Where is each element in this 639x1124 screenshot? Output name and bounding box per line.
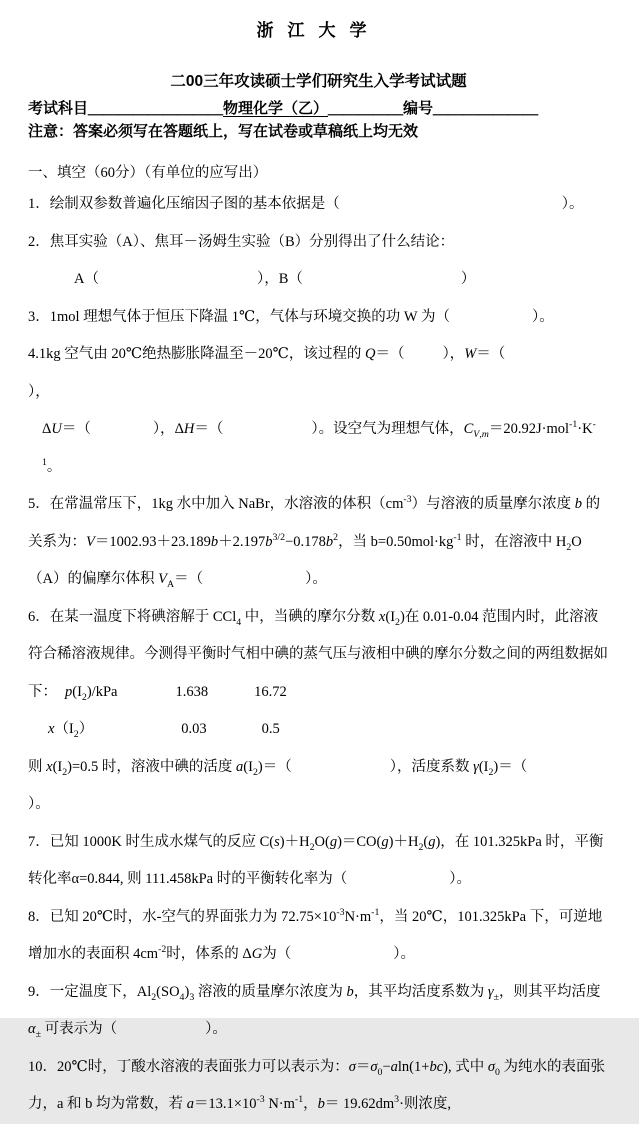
question-10: 10．20℃时，丁酸水溶液的表面张力可以表示为：$\sigma=\sigma_0-aln(1+bc)$, 式中 $\sigma_0$ 为纯水的表面张力，a 和 b 均为常数，若 $a=13.1\times 10^{-3}$ $N\cdot m^{-1}$，$b= 19.62dm^3\cdot$则浓度,: [28, 1058, 606, 1112]
question-1: 1．绘制双参数普遍化压缩因子图的基本依据是（ ）。: [28, 196, 584, 212]
question-4-line-2: ΔU＝（ ），ΔH＝（ ）。设空气为理想气体，$C_{V,m}=20.92J\cdot mol^{-1}\cdot K^{-1}$。: [42, 419, 596, 475]
course-subject-line: 考试科目＿＿＿＿＿＿＿＿＿物理化学（乙）＿＿＿＿＿编号＿＿＿＿＿＿＿: [28, 100, 539, 117]
question-6: 6．在某一温度下将碘溶解于 CCl$_4$ 中，当碘的摩尔分数 $x(I_2)$在 0.01-0.04 范围内时，此溶液符合稀溶液规律。今测得平衡时气相中碘的蒸气压与液相中碘的摩尔分数之间的两组数据如下： $p(I_2)$/kPa 1.638 16.72 $x(I_2)$ 0.03 0.5 则 $x(I_2)=0.5$ 时，溶液中碘的活度 $a(I_2)=$（ ），活度系数 $\gamma(I_2)=()$。: [28, 608, 608, 812]
exam-subtitle: 二00三年攻读硕士学们研究生入学考试试题: [170, 73, 467, 90]
university-title: 浙江大学: [256, 21, 381, 40]
notice-line: 注意：答案必须写在答题纸上，写在试卷或草稿纸上均无效: [28, 123, 419, 140]
question-2-line-2: A（ ），B（ ）: [74, 271, 476, 287]
question-3: 3．1mol 理想气体于恒压下降温 1℃，气体与环境交换的功 W 为（ ）。: [28, 308, 554, 325]
question-9: 9．一定温度下，$Al_2(SO_4)_3$ 溶液的质量摩尔浓度为 b，其平均活度系数为 $\gamma_\pm$，则其平均活度 $\alpha_\pm$ 可表示为（ ）。: [28, 983, 601, 1040]
question-4-line-1: 4.1kg 空气由 20℃绝热膨胀降温至－20℃，该过程的 Q＝（ ），W＝（），: [28, 346, 506, 400]
section-1-heading: 一、填空（60分）（有单位的应写出）: [28, 165, 268, 181]
question-7: 7．已知 1000K 时生成水煤气的反应 $C(s)+H_2O(g)=CO(g)+H_2(g)$，在 101.325kPa 时，平衡转化率α=0.844, 则 111.458kPa 时的平衡转化率为（ ）。: [28, 833, 604, 887]
question-2-line-1: 2．焦耳实验（A）、焦耳－汤姆生实验（B）分别得出了什么结论：: [28, 233, 455, 250]
question-8: 8．已知 20℃时，水-空气的界面张力为 $72.75\times 10^{-3}N\cdot m^{-1}$，当 20℃，101.325kPa 下，可逆地增加水的表面积 $4cm^{-2}$时，体系的 ΔG为（ ）。: [28, 906, 603, 962]
question-5: 5．在常温常压下，1kg 水中加入 NaBr，水溶液的体积$(cm^{-3})$与溶液的质量摩尔浓度 b 的关系为：$V=1002.93+23.189b+2.197b^{3/2}-0.178b^2$，当 $b=0.50mol\cdot kg^{-1}$ 时，在溶液中 $H_2O(A)$的偏摩尔体积 $V_A=$（ ）。: [28, 494, 601, 590]
